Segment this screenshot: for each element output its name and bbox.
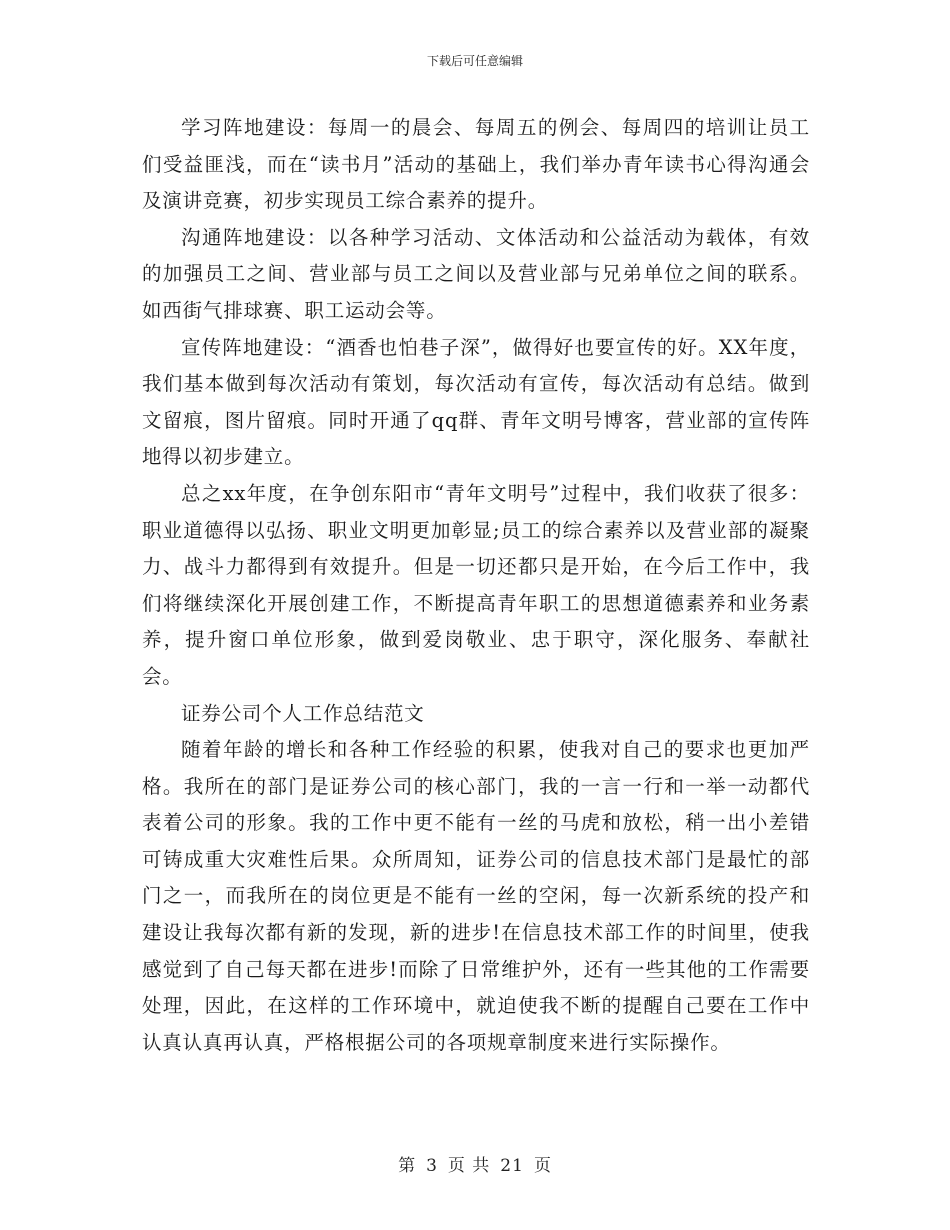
paragraph-personal-summary: 随着年龄的增长和各种工作经验的积累，使我对自己的要求也更加严格。我所在的部门是证券公司的核心部门，我的一言一行和一举一动都代表着公司的形象。我的工作中更不能有一丝的马虎和放松，稍一出小差错可铸成重大灾难性后果。众所周知，证券公司的信息技术部门是最忙的部门之一，而我所在的岗位更是不能有一丝的空闲，每一次新系统的投产和建设让我每次都有新的发现，新的进步!在信息技术部工作的时间里，使我感觉到了自己每天都在进步!而除了日常维护外，还有一些其他的工作需要处理，因此，在这样的工作环境中，就迫使我不断的提醒自己要在工作中认真认真再认真，严格根据公司的各项规章制度来进行实际操作。 — [142, 738, 810, 1054]
document-body — [142, 110, 810, 1061]
paragraph-summary: 总之xx年度，在争创东阳市“青年文明号”过程中，我们收获了很多：职业道德得以弘扬、职业文明更加彰显;员工的综合素养以及营业部的凝聚力、战斗力都得到有效提升。但是一切还都只是开始，在今后工作中，我们将继续深化开展创建工作，不断提高青年职工的思想道德素养和业务素养，提升窗口单位形象，做到爱岗敬业、忠于职守，深化服务、奉献社会。 — [142, 481, 810, 688]
current-page-number: 3 — [426, 1156, 438, 1176]
paragraph-study-base: 学习阵地建设：每周一的晨会、每周五的例会、每周四的培训让员工们受益匪浅，而在“读书月”活动的基础上，我们举办青年读书心得沟通会及演讲竞赛，初步实现员工综合素养的提升。 — [142, 116, 810, 213]
footer-prefix: 第 — [398, 1156, 417, 1176]
footer-suffix: 页 — [533, 1156, 552, 1176]
paragraph-communication-base: 沟通阵地建设：以各种学习活动、文体活动和公益活动为载体，有效的加强员工之间、营业部与员工之间以及营业部与兄弟单位之间的联系。如西街气排球赛、职工运动会等。 — [142, 225, 810, 322]
total-page-count: 21 — [500, 1156, 524, 1176]
page-header — [0, 53, 950, 69]
header-note: 下载后可任意编辑 — [426, 54, 523, 68]
section-title: 证券公司个人工作总结范文 — [181, 701, 425, 725]
footer-middle: 页 共 — [447, 1156, 491, 1176]
page-footer — [0, 1155, 950, 1177]
paragraph-publicity-base: 宣传阵地建设：“酒香也怕巷子深”，做得好也要宣传的好。XX年度，我们基本做到每次活动有策划，每次活动有宣传，每次活动有总结。做到文留痕，图片留痕。同时开通了qq群、青年文明号博客，营业部的宣传阵地得以初步建立。 — [142, 335, 810, 469]
